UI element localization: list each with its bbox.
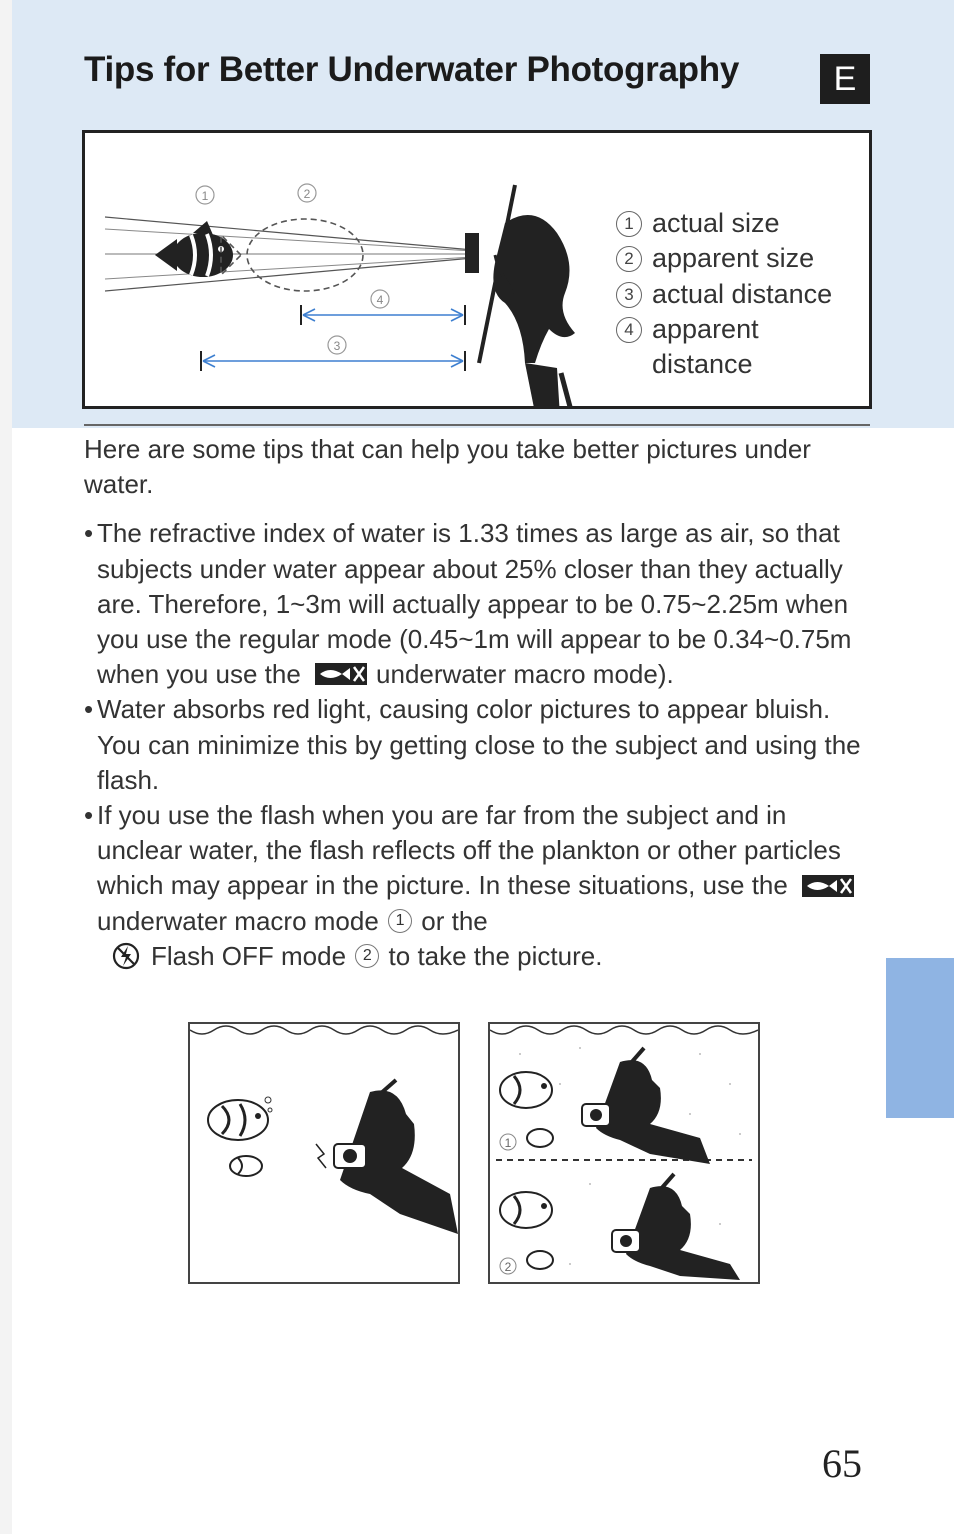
- flash-off-icon: [111, 941, 141, 971]
- illustration-far-from-subject: [188, 1022, 460, 1284]
- legend-number: 1: [616, 211, 642, 237]
- panel-marker-1: 1: [504, 1136, 512, 1150]
- fish-small-icon: [527, 1251, 553, 1269]
- bullet-dot: •: [84, 518, 94, 549]
- legend-item: [616, 312, 862, 383]
- tip-color: [84, 692, 874, 798]
- section-divider: [84, 424, 870, 426]
- diagram-marker-1: 1: [201, 189, 209, 203]
- diver-silhouette-icon: [465, 185, 577, 406]
- tip-flash-off-label: Flash OFF mode: [151, 940, 347, 971]
- legend-item: [616, 277, 862, 312]
- bullet-dot: •: [84, 800, 94, 831]
- diver-icon: [612, 1174, 740, 1280]
- legend-item: [616, 206, 862, 241]
- tip-flash-text: If you use the flash when you are far from the subject and in unclear water, the flash reflects off the plankton or other particles which may appear in the picture. In these situations, use the: [97, 800, 841, 901]
- fish-small-icon: [527, 1129, 553, 1147]
- page-edge: [0, 0, 12, 1534]
- legend-number: 4: [616, 317, 642, 343]
- fish-icon: [500, 1072, 552, 1108]
- diagram-marker-3: 3: [333, 339, 341, 353]
- diver-icon: [582, 1048, 710, 1164]
- legend-item: [616, 241, 862, 276]
- legend-number: 3: [616, 282, 642, 308]
- diagram-marker-2: 2: [303, 187, 311, 201]
- legend-number: 2: [616, 246, 642, 272]
- underwater-macro-icon: [314, 661, 368, 687]
- page-title: Tips for Better Underwater Photography: [84, 50, 739, 89]
- fish-icon: [208, 1100, 268, 1140]
- bullet-dot: •: [84, 694, 94, 725]
- legend-label: apparent distance: [652, 313, 759, 380]
- tip-color-text: Water absorbs red light, causing color pictures to appear bluish. You can minimize this by getting close to the subject and using the flash.: [97, 694, 861, 795]
- diagram-marker-4: 4: [376, 293, 384, 307]
- illustration-far-from-subject-drawing: [190, 1024, 458, 1282]
- panel-marker-2: 2: [504, 1260, 512, 1274]
- illustration-recommended-modes-drawing: [490, 1024, 758, 1282]
- tip-refraction-text-end: underwater macro mode).: [376, 659, 674, 690]
- tip-flash-end: to take the picture.: [388, 940, 603, 971]
- tip-refraction: [84, 516, 874, 692]
- underwater-macro-icon: [801, 873, 855, 899]
- page-number: 65: [822, 1441, 862, 1486]
- legend-label: apparent size: [652, 243, 815, 274]
- diagram-legend: [616, 206, 862, 382]
- diver-icon: [316, 1080, 458, 1234]
- intro-paragraph: Here are some tips that can help you take better pictures under water.: [84, 434, 811, 500]
- legend-label: actual size: [652, 208, 780, 238]
- illustration-recommended-modes: [488, 1022, 760, 1284]
- fish-small-icon: [230, 1156, 262, 1176]
- legend-label: actual distance: [652, 278, 833, 309]
- tip-flash: [84, 798, 874, 975]
- tips-body: [84, 432, 874, 975]
- language-badge: E: [820, 54, 870, 104]
- tip-flash-or: or the: [421, 905, 488, 936]
- inline-number: 1: [388, 909, 412, 933]
- section-tab: [886, 958, 954, 1118]
- fish-icon: [500, 1192, 552, 1228]
- tip-refraction-text: The refractive index of water is 1.33 times as large as air, so that subjects under water appear about 25% closer than they actually are. Therefore, 1~3m will actually appear to be 0.75~2.25m when you use the regular mode (0.45~1m will appear to be 0.34~0.75m when you use the: [97, 518, 852, 690]
- tip-flash-macro-label: underwater macro mode: [97, 905, 379, 936]
- inline-number: 2: [355, 944, 379, 968]
